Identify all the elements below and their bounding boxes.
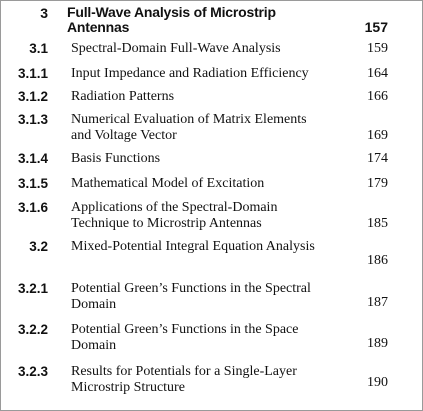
entry-number: 3.2 xyxy=(29,239,48,254)
entry-page: 179 xyxy=(367,176,388,191)
entry-number: 3.1.1 xyxy=(17,66,48,81)
entry-number: 3.2.1 xyxy=(17,281,48,296)
entry-number: 3.1.4 xyxy=(17,151,48,166)
chapter-heading xyxy=(1,3,422,37)
chapter-page: 157 xyxy=(364,19,388,35)
entry-page: 186 xyxy=(367,253,388,268)
entry-number: 3.1.2 xyxy=(17,89,48,104)
entry-number: 3.2.3 xyxy=(17,364,48,379)
entry-title: Results for Potentials for a Single-Layer Microstrip Structure xyxy=(71,364,297,395)
entry-page: 166 xyxy=(367,89,388,104)
entry-page: 174 xyxy=(367,151,388,166)
entry-page: 185 xyxy=(367,216,388,231)
entry-number: 3.1.6 xyxy=(17,200,48,215)
entry-title: Mixed-Potential Integral Equation Analysis xyxy=(71,239,315,254)
entry-title: Potential Green’s Functions in the Space Domain xyxy=(71,322,299,353)
entry-page: 164 xyxy=(367,66,388,81)
entry-title: Spectral-Domain Full-Wave Analysis xyxy=(71,41,281,56)
chapter-number: 3 xyxy=(40,5,48,21)
entry-page: 189 xyxy=(367,336,388,351)
entry-number: 3.1.3 xyxy=(17,112,48,127)
entry-page: 190 xyxy=(367,375,388,390)
entry-title: Radiation Patterns xyxy=(71,89,175,104)
entry-number: 3.1.5 xyxy=(17,176,48,191)
entry-number: 3.2.2 xyxy=(17,322,48,337)
entry-title: Numerical Evaluation of Matrix Elements and Voltage Vector xyxy=(71,112,307,143)
entry-title: Mathematical Model of Excitation xyxy=(71,176,265,191)
entry-page: 169 xyxy=(367,128,388,143)
entry-title: Input Impedance and Radiation Efficiency xyxy=(71,66,309,81)
entry-page: 187 xyxy=(367,295,388,310)
chapter-title: Full-Wave Analysis of Microstrip Antennas xyxy=(67,4,276,35)
entry-page: 159 xyxy=(367,41,388,56)
entry-number: 3.1 xyxy=(29,41,48,56)
entry-title: Basis Functions xyxy=(71,151,161,166)
entry-title: Applications of the Spectral-Domain Technique to Microstrip Antennas xyxy=(71,200,278,231)
entry-title: Potential Green’s Functions in the Spectral Domain xyxy=(71,281,311,312)
